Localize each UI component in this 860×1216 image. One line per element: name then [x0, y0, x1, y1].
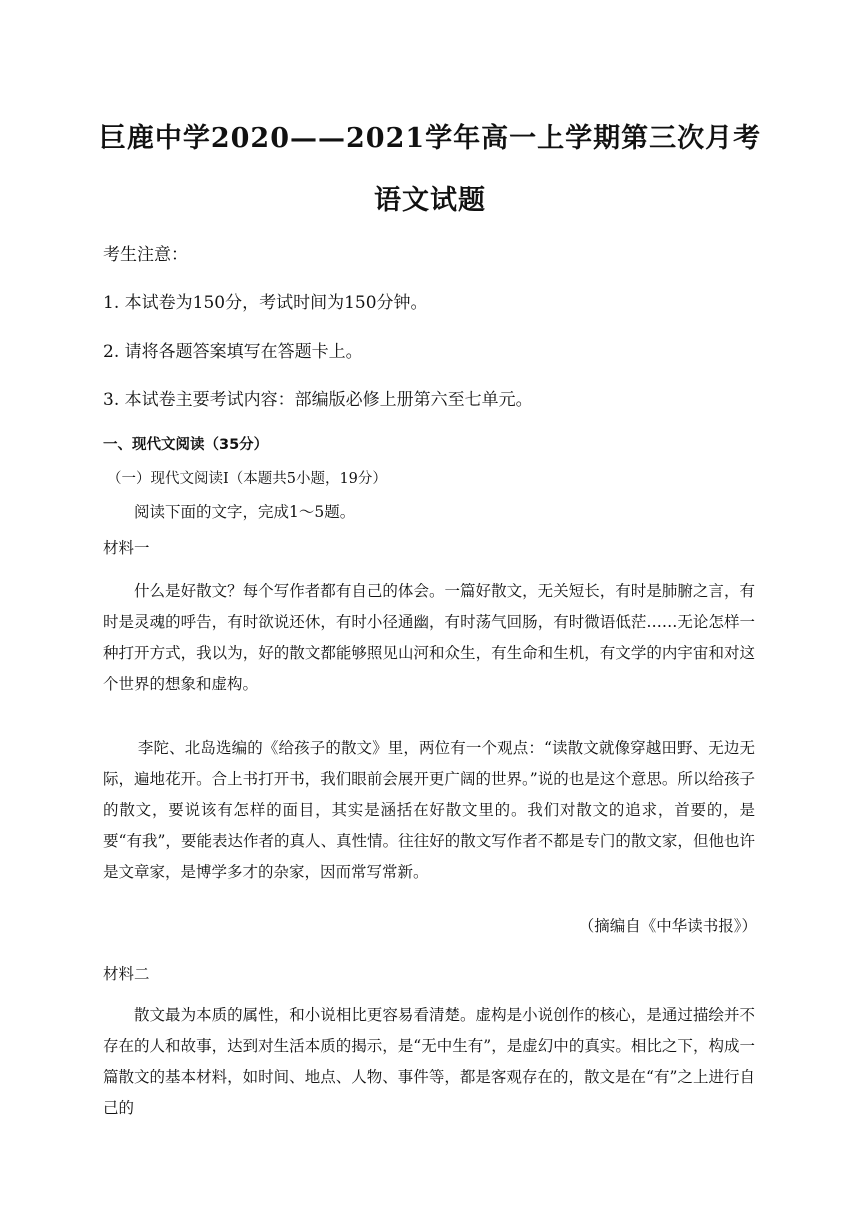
section-subheading: （一）现代文阅读Ⅰ（本题共5小题，19分） [107, 471, 387, 487]
material-source: （摘编自《中华读书报》） [578, 917, 757, 935]
exam-subtitle: 语文试题 [374, 185, 486, 216]
material-label: 材料二 [103, 965, 150, 983]
exam-title: 巨鹿中学2020——2021学年高一上学期第三次月考 [98, 123, 762, 154]
notice-item: 1. 本试卷为150分，考试时间为150分钟。 [103, 293, 428, 313]
material-paragraph: 什么是好散文？每个写作者都有自己的体会。一篇好散文，无关短长，有时是肺腑之言，有时是灵魂的呼告，有时欲说还休，有时小径通幽，有时荡气回肠，有时微语低茫……无论怎样一种打开方式，我以为，好的散文都能够照见山河和众生，有生命和生机，有文学的内宇宙和对这个世界的想象和虚构。 [103, 582, 755, 693]
notice-item: 3. 本试卷主要考试内容：部编版必修上册第六至七单元。 [103, 390, 533, 410]
material-label: 材料一 [103, 539, 150, 557]
section-heading: 一、现代文阅读（35分） [103, 437, 269, 453]
notice-label: 考生注意： [103, 245, 188, 265]
material-paragraph: 散文最为本质的属性，和小说相比更容易看清楚。虚构是小说创作的核心，是通过描绘并不存在的人和故事，达到对生活本质的揭示，是“无中生有”，是虚幻中的真实。相比之下，构成一篇散文的基本材料，如时间、地点、人物、事件等，都是客观存在的，散文是在“有”之上进行自己的 [103, 1006, 755, 1117]
notice-item: 2. 请将各题答案填写在答题卡上。 [103, 342, 363, 362]
material-paragraph: 李陀、北岛选编的《给孩子的散文》里，两位有一个观点：“读散文就像穿越田野、无边无际，遍地花开。合上书打开书，我们眼前会展开更广阔的世界。”说的也是这个意思。所以给孩子的散文，要说该有怎样的面目，其实是涵括在好散文里的。我们对散文的追求，首要的，是要“有我”，要能表达作者的真人、真性情。往往好的散文写作者不都是专门的散文家，但他也许是文章家，是博学多才的杂家，因而常写常新。 [103, 739, 755, 881]
reading-instruction: 阅读下面的文字，完成1～5题。 [134, 503, 356, 521]
